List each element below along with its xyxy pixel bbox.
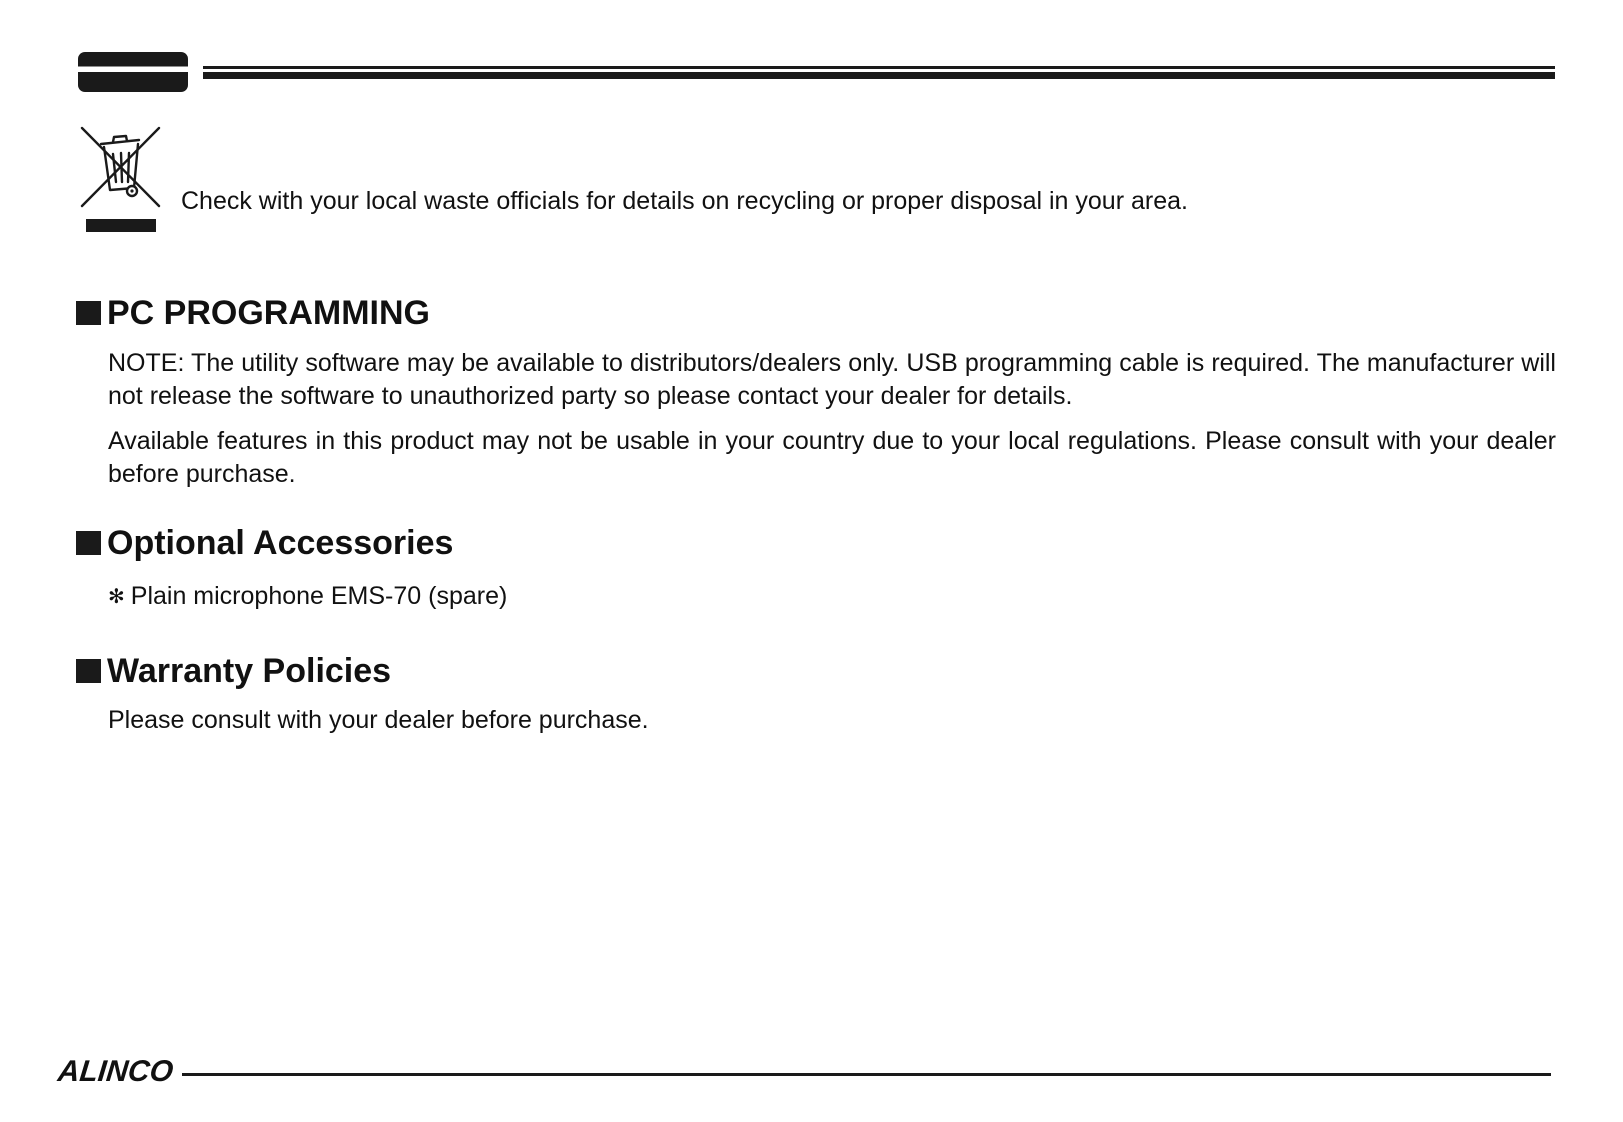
section-title: Warranty Policies [107, 652, 392, 690]
section-heading-pc-programming [76, 293, 430, 333]
heading-square-marker [76, 659, 101, 683]
asterisk-bullet-icon: ✻ [108, 586, 125, 608]
accessory-item-text: Plain microphone EMS-70 (spare) [130, 582, 508, 610]
pc-programming-regulation-paragraph: Available features in this product may not be usable in your country due to your local regulations. Please consult with your dealer before purchase. [108, 427, 1556, 488]
heading-square-marker [76, 531, 101, 555]
footer-rule [182, 1073, 1551, 1076]
alinco-logo: ALINCO [56, 1055, 175, 1088]
section-heading-warranty-policies [76, 651, 391, 691]
accessory-list-item [108, 580, 507, 615]
pc-programming-note-paragraph: NOTE: The utility software may be available to distributors/dealers only. USB programming cable is required. The manufacturer will not release the software to unauthorized party so please contact your dealer for details. [108, 349, 1556, 410]
warranty-text: Please consult with your dealer before purchase. [108, 706, 649, 734]
section-title: Optional Accessories [107, 524, 454, 562]
weee-disposal-notice: Check with your local waste officials for details on recycling or proper disposal in your area. [181, 187, 1188, 215]
header-tab-graphic [78, 52, 188, 92]
heading-square-marker [76, 301, 101, 325]
header-rule [203, 66, 1555, 78]
section-heading-optional-accessories [76, 523, 453, 563]
crossed-out-wheelie-bin-icon [79, 120, 163, 234]
section-title: PC PROGRAMMING [107, 294, 430, 332]
